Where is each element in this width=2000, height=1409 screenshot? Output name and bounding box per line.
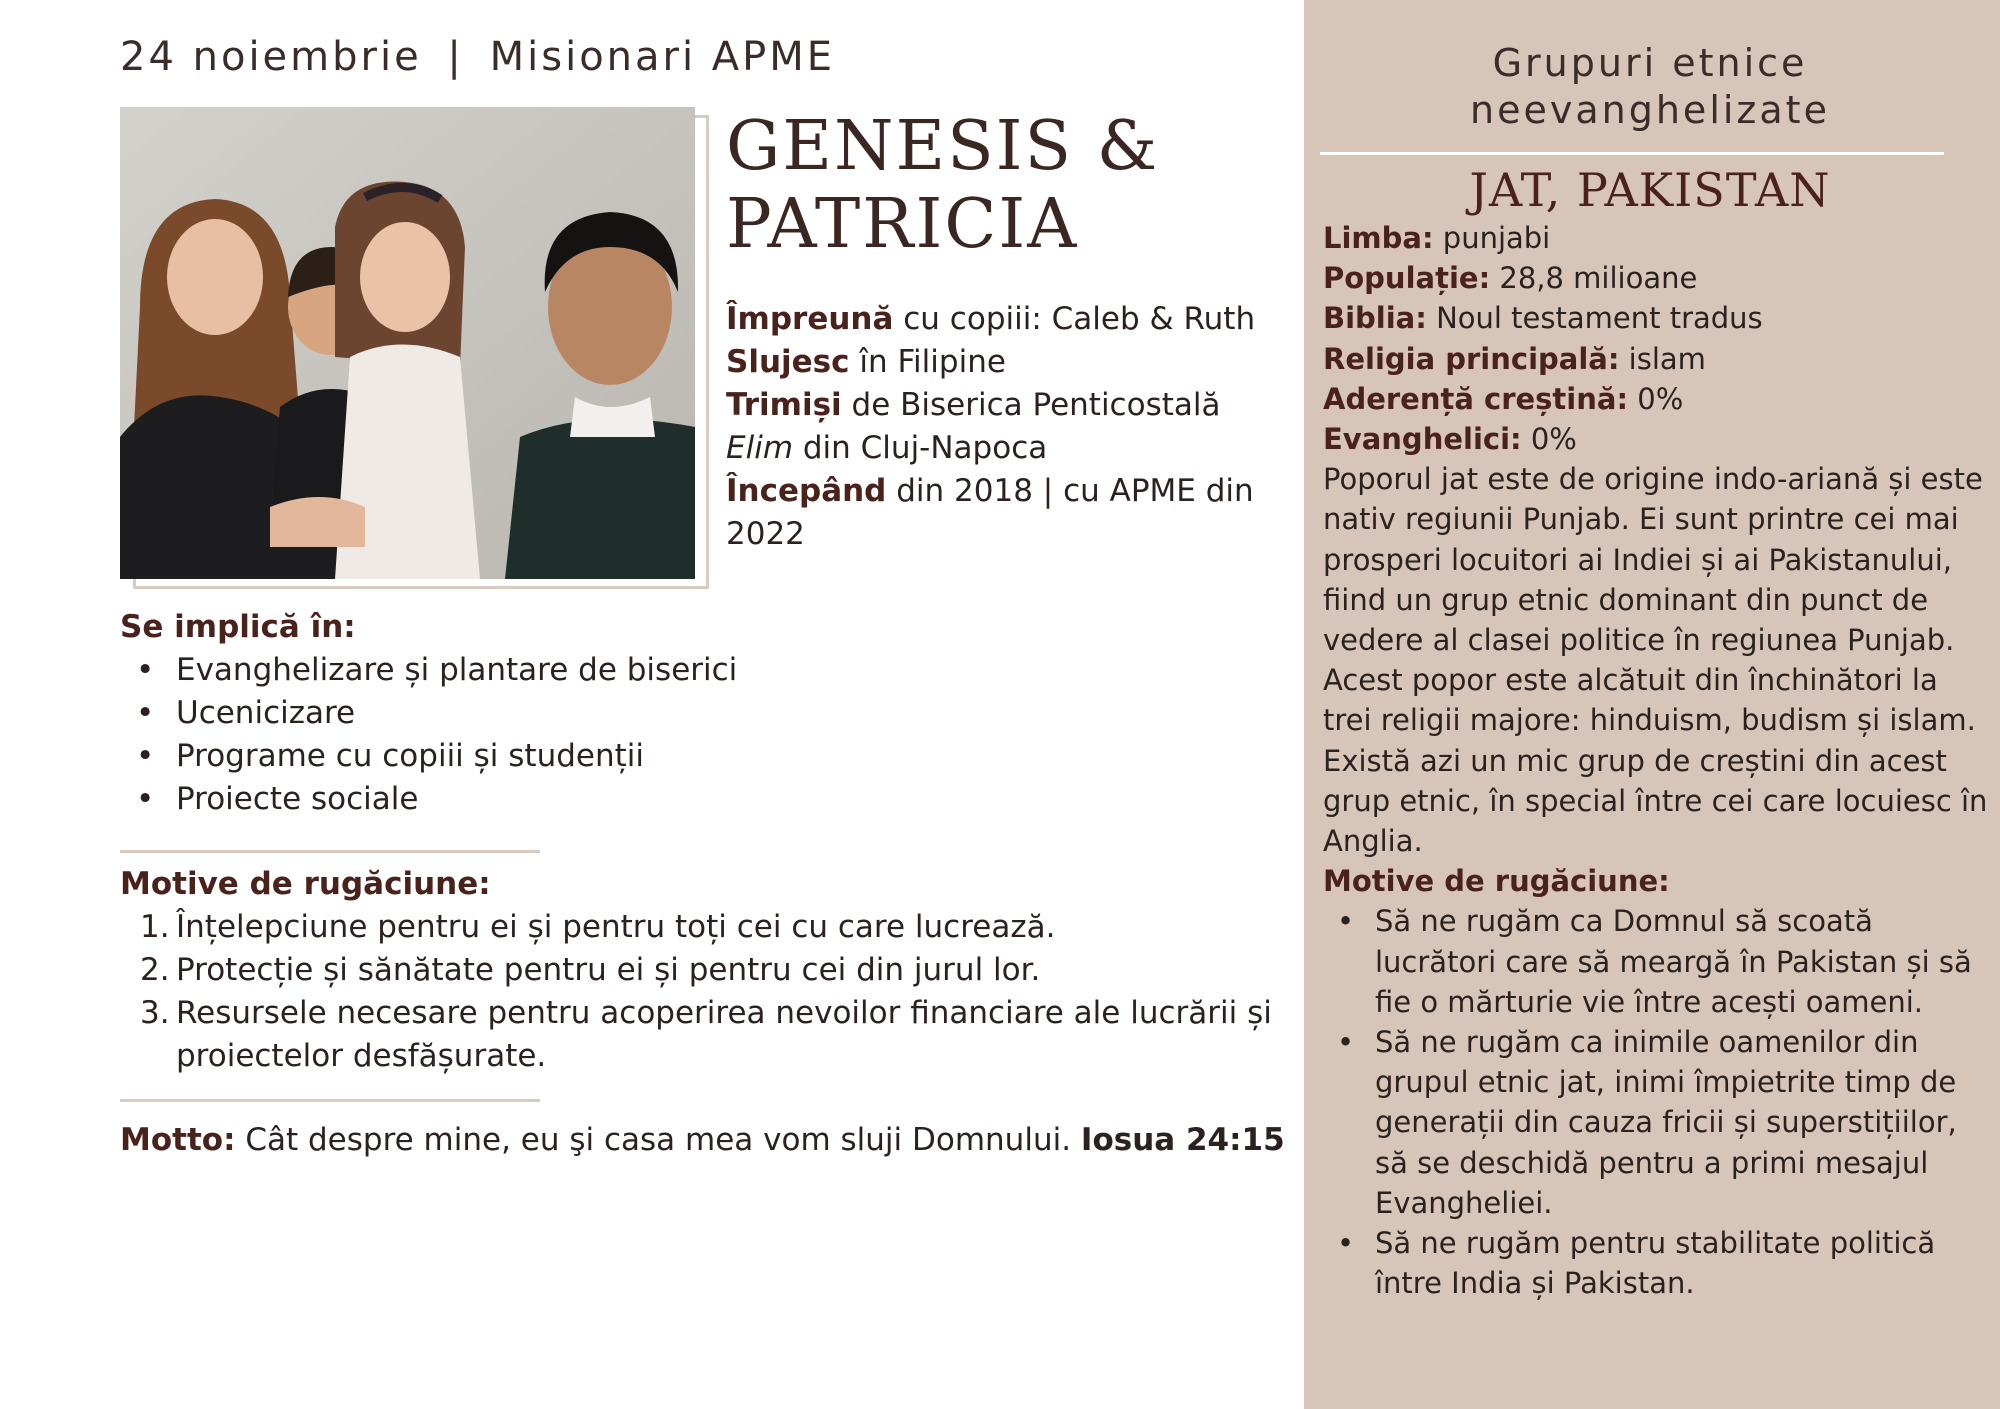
fact-value: Noul testament tradus: [1426, 301, 1763, 336]
name-line-1: GENESIS &: [726, 107, 1160, 186]
ethnic-prayer-title-text: Motive de rugăciune:: [1323, 864, 1670, 899]
detail-serve-text: în Filipine: [849, 344, 1006, 380]
family-photo: [120, 107, 695, 579]
detail-together: [726, 298, 1286, 341]
prayer-item-text: Resursele necesare pentru acoperirea nevoilor financiare ale lucrării și proiectelor desfășurate.: [176, 995, 1272, 1074]
list-item: [120, 906, 1280, 949]
detail-sent: [726, 384, 1286, 427]
detail-together-label: Împreună: [726, 301, 894, 337]
involvement-title: Se implică în:: [120, 609, 356, 645]
motto: [120, 1119, 1300, 1162]
divider: [120, 1099, 540, 1102]
fact-value: 0%: [1628, 381, 1684, 416]
fact-label: Populație:: [1323, 261, 1491, 296]
fact-value: 0%: [1521, 422, 1577, 457]
list-number: 2.: [140, 952, 170, 988]
fact-row: [1323, 379, 1988, 419]
divider: [1320, 152, 1944, 155]
detail-start: [726, 470, 1286, 556]
family-photo-illustration: [120, 107, 695, 579]
involvement-section: [120, 606, 1270, 821]
fact-row: [1323, 339, 1988, 379]
fact-label: Limba:: [1323, 221, 1434, 255]
fact-label: Aderență creștină:: [1323, 381, 1629, 416]
ethnic-panel-body: [1323, 218, 1988, 1303]
ethnic-group-name: JAT, PAKISTAN: [1469, 163, 1831, 217]
prayer-item-text: Înțelepciune pentru ei și pentru toți cei cu care lucrează.: [176, 909, 1056, 945]
list-item: [120, 992, 1280, 1078]
fact-row: [1323, 258, 1988, 298]
fact-value: punjabi: [1433, 221, 1551, 255]
fact-row: [1323, 218, 1988, 258]
detail-sent-label: Trimiși: [726, 387, 842, 423]
detail-church-rest: din Cluj-Napoca: [793, 430, 1048, 466]
header-date: 24 noiembrie: [120, 34, 422, 80]
fact-label: Evanghelici:: [1323, 422, 1522, 457]
fact-row: [1323, 419, 1988, 459]
detail-sent-text: de Biserica Penticostală: [841, 387, 1221, 423]
motto-text: Cât despre mine, eu şi casa mea vom sluji Domnului.: [235, 1122, 1081, 1158]
fact-label: Religia principală:: [1323, 341, 1620, 376]
detail-start-label: Începând: [726, 473, 887, 509]
ethnic-title-line-2: neevanghelizate: [1470, 88, 1830, 132]
detail-start-text: din 2018 | cu APME din 2022: [726, 473, 1254, 552]
name-line-2: PATRICIA: [726, 185, 1079, 264]
motto-label: Motto:: [120, 1122, 236, 1158]
list-item: • Programe cu copiii și studenții: [120, 735, 1270, 778]
detail-church-italic: Elim: [726, 430, 794, 466]
list-number: 1.: [140, 909, 170, 945]
involvement-list: [120, 649, 1270, 821]
motto-reference: Iosua 24:15: [1080, 1122, 1285, 1158]
list-item: • Proiecte sociale: [120, 778, 1270, 821]
page-header: [120, 34, 1300, 80]
list-item: • Să ne rugăm ca Domnul să scoată lucrători care să meargă în Pakistan și să fie o mărturie vie între acești oameni.: [1323, 901, 1988, 1022]
divider: [120, 850, 540, 853]
prayer-title: Motive de rugăciune:: [120, 866, 491, 902]
fact-row: [1323, 298, 1988, 338]
list-item: • Să ne rugăm pentru stabilitate politică între India și Pakistan.: [1323, 1223, 1988, 1303]
detail-serve: [726, 341, 1286, 384]
prayer-list: [120, 906, 1280, 1078]
list-item: [120, 949, 1280, 992]
missionary-names: [726, 108, 1286, 264]
detail-church: [726, 427, 1286, 470]
fact-value: 28,8 milioane: [1490, 261, 1698, 296]
ethnic-title-line-1: Grupuri etnice: [1492, 41, 1808, 85]
ethnic-description: Poporul jat este de origine indo-ariană și este nativ regiunii Punjab. Ei sunt printre cei mai prosperi locuitori ai Indiei și ai Pakistanului, fiind un grup etnic dominant din punct de vedere al clasei politice în regiunea Punjab. Acest popor este alcătuit din închinători la trei religii majore: hinduism, budism și islam.: [1323, 462, 1983, 738]
ethnic-prayer-title: [1323, 861, 1988, 901]
fact-value: islam: [1619, 341, 1706, 376]
fact-label: Biblia:: [1323, 301, 1427, 336]
list-number: 3.: [140, 995, 170, 1031]
ethnic-panel-title: [1320, 40, 1980, 134]
detail-serve-label: Slujesc: [726, 344, 850, 380]
ethnic-prayer-list: [1323, 901, 1988, 1303]
header-separator: |: [447, 34, 464, 80]
ethnic-description-2: Există azi un mic grup de creștini din acest grup etnic, în special între cei care locuiesc în Anglia.: [1323, 743, 1988, 859]
detail-together-text: cu copiii: Caleb & Ruth: [893, 301, 1256, 337]
header-title: Misionari APME: [489, 34, 836, 80]
list-item: • Ucenicizare: [120, 692, 1270, 735]
list-item: • Evanghelizare și plantare de biserici: [120, 649, 1270, 692]
prayer-item-text: Protecție și sănătate pentru ei și pentru cei din jurul lor.: [176, 952, 1041, 988]
prayer-section: [120, 863, 1280, 1078]
missionary-details: [726, 298, 1286, 556]
list-item: • Să ne rugăm ca inimile oamenilor din grupul etnic jat, inimi împietrite timp de generații din cauza fricii și superstițiilor, să se deschidă pentru a primi mesajul Evangheliei.: [1323, 1022, 1988, 1223]
